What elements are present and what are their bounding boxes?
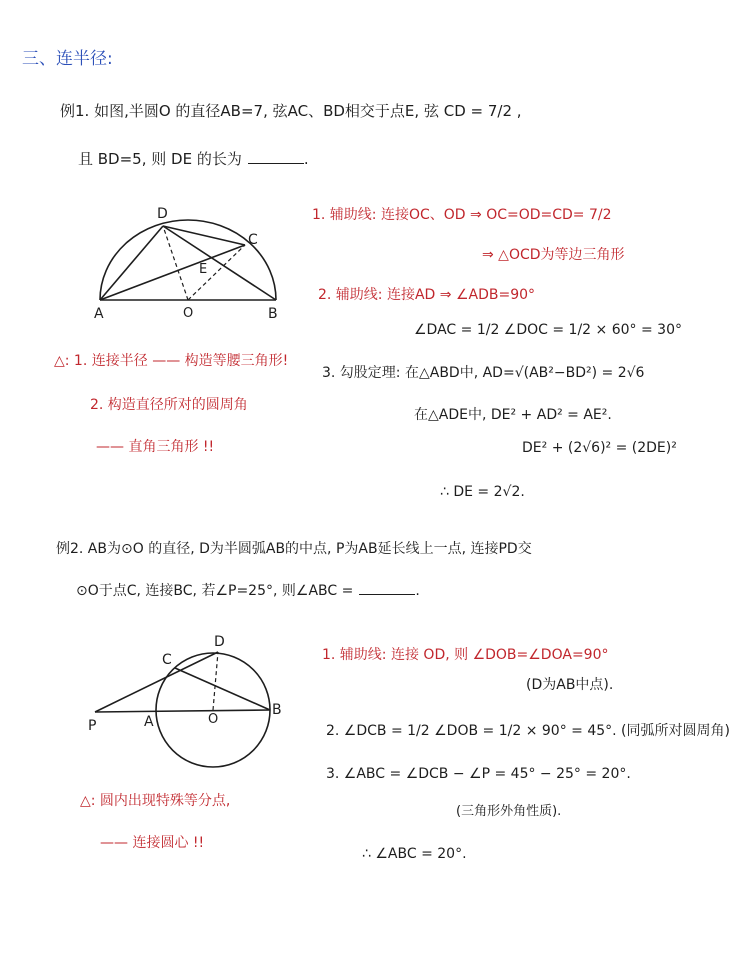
ex2-conclusion: ∴ ∠ABC = 20°.: [362, 846, 467, 862]
ex1-label-e: E: [199, 262, 208, 277]
ex1-step1: 1. 辅助线: 连接OC、OD ⇒ OC=OD=CD= 7/2: [312, 207, 612, 223]
ex2-line-pb: [95, 710, 270, 712]
ex2-radius-od: [213, 652, 218, 710]
ex2-label-b: B: [272, 702, 282, 718]
ex1-step3c: DE² + (2√6)² = (2DE)²: [522, 440, 677, 456]
ex2-step3: 3. ∠ABC = ∠DCB − ∠P = 45° − 25° = 20°.: [326, 766, 631, 782]
ex2-question-end: .: [415, 583, 420, 599]
ex1-note3: —— 直角三角形 !!: [96, 439, 215, 455]
ex1-question-end: .: [303, 150, 309, 168]
ex1-step1b: ⇒ △OCD为等边三角形: [482, 247, 625, 263]
ex2-label-a: A: [144, 714, 154, 730]
ex2-step3b: (三角形外角性质).: [456, 804, 562, 819]
ex2-question-line1: 例2. AB为⊙O 的直径, D为半圆弧AB的中点, P为AB延长线上一点, 连接PD交: [56, 541, 532, 557]
ex2-label-p: P: [88, 718, 97, 734]
ex2-label-d: D: [214, 634, 225, 650]
ex1-note1: △: 1. 连接半径 —— 构造等腰三角形!: [54, 353, 289, 369]
ex2-step2: 2. ∠DCB = 1/2 ∠DOB = 1/2 × 90° = 45°. (同弧所对圆周角): [326, 723, 730, 739]
ex1-label-a: A: [94, 306, 104, 322]
ex2-label-c: C: [162, 652, 172, 668]
ex1-question-text: 且 BD=5, 则 DE 的长为: [78, 150, 242, 168]
ex1-step3b: 在△ADE中, DE² + AD² = AE².: [414, 407, 612, 423]
ex2-chord-bc: [175, 668, 270, 710]
section-title: 三、连半径:: [22, 49, 113, 69]
ex1-label-d: D: [157, 206, 168, 222]
ex1-label-c: C: [248, 232, 258, 248]
ex2-note1: △: 圆内出现特殊等分点,: [80, 793, 231, 809]
ex1-label-o: O: [183, 306, 194, 321]
ex1-step2: 2. 辅助线: 连接AD ⇒ ∠ADB=90°: [318, 287, 536, 303]
ex2-step1: 1. 辅助线: 连接 OD, 则 ∠DOB=∠DOA=90°: [322, 647, 609, 663]
ex1-step2b: ∠DAC = 1/2 ∠DOC = 1/2 × 60° = 30°: [414, 322, 682, 338]
ex1-conclusion: ∴ DE = 2√2.: [440, 484, 525, 500]
ex1-label-b: B: [268, 306, 278, 322]
ex2-note2: —— 连接圆心 !!: [100, 835, 205, 851]
ex1-note2: 2. 构造直径所对的圆周角: [90, 397, 248, 413]
ex2-step1b: (D为AB中点).: [526, 677, 614, 693]
ex1-step3: 3. 勾股定理: 在△ABD中, AD=√(AB²−BD²) = 2√6: [322, 365, 645, 381]
ex2-question-text: ⊙O于点C, 连接BC, 若∠P=25°, 则∠ABC =: [76, 583, 354, 599]
ex1-question-line1: 例1. 如图,半圆O 的直径AB=7, 弦AC、BD相交于点E, 弦 CD = 7/2 ,: [60, 102, 522, 120]
ex2-label-o: O: [208, 712, 219, 727]
